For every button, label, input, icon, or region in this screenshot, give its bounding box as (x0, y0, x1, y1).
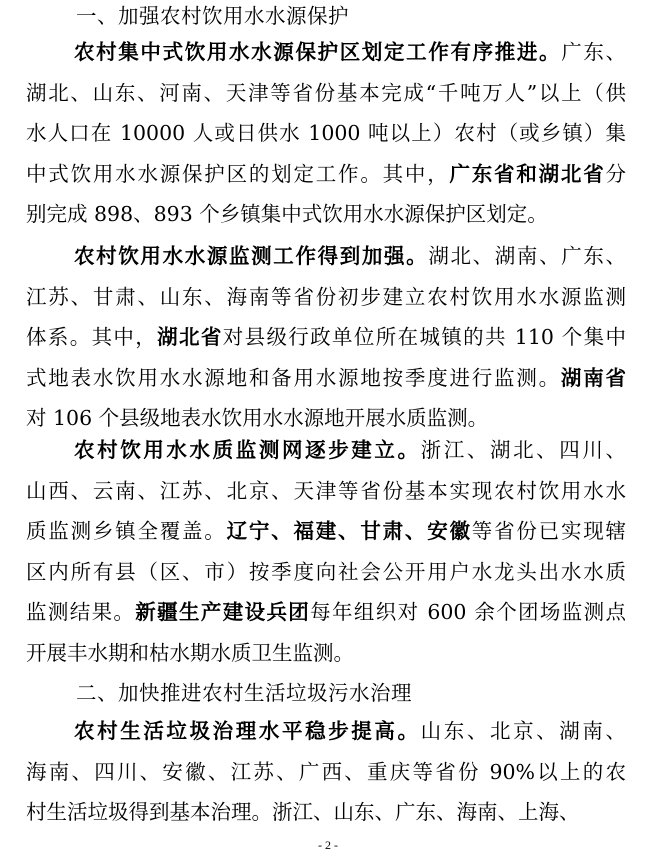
body-text: 对 106 个县级地表水饮用水水源地开展水质监测。 (26, 406, 489, 430)
paragraph-source-monitoring (26, 236, 626, 439)
text-line (26, 471, 626, 512)
text-line (26, 752, 626, 793)
text-line (26, 633, 626, 674)
body-text: 山西、云南、江苏、北京、天津等省份基本实现农村饮用水水 (26, 478, 626, 503)
paragraph-garbage-treatment (26, 711, 626, 833)
body-text: 山东、北京、湖南、 (420, 719, 626, 743)
text-line (26, 711, 626, 752)
body-text: 水人口在 10000 人或日供水 1000 吨以上）农村（或乡镇）集 (26, 121, 626, 145)
body-text: 监测结果。 (26, 600, 136, 624)
bold-text: 辽宁、福建、甘肃、安徽 (226, 519, 472, 543)
text-line (26, 32, 626, 73)
text-line (26, 552, 626, 593)
body-text: 质监测乡镇全覆盖。 (26, 519, 227, 543)
body-text: 区内所有县（区、市）按季度向社会公开用户水龙头出水水质 (26, 559, 626, 584)
bold-text: 农村饮用水水质监测网逐步建立。 (74, 438, 421, 462)
body-text: 体系。其中， (26, 325, 158, 349)
text-line (26, 236, 626, 277)
bold-text: 农村生活垃圾治理水平稳步提高。 (74, 719, 421, 743)
body-text: 每年组织对 600 余个团场监测点 (310, 600, 626, 624)
bold-text: 农村集中式饮用水水源保护区划定工作有序推进。 (74, 40, 562, 64)
body-text: 广东、 (561, 40, 626, 64)
section-heading-garbage-sewage: 二、加快推进农村生活垃圾污水治理 (76, 681, 412, 705)
paragraph-quality-network (26, 430, 626, 673)
bold-text: 广东省和湖北省 (449, 161, 606, 186)
bold-text: 湖北省 (157, 325, 223, 349)
body-text: 中式饮用水水源保护区的划定工作。其中， (26, 161, 450, 186)
body-text: 湖北、山东、河南、天津等省份基本完成“千吨万人”以上（供 (26, 80, 626, 105)
body-text: 浙江、湖北、四川、 (420, 438, 626, 462)
bold-text: 湖南省 (560, 365, 626, 390)
body-text: 分 (605, 161, 626, 186)
section-heading-water-protection: 一、加强农村饮用水水源保护 (76, 4, 349, 28)
body-text: 海南、四川、安徽、江苏、广西、重庆等省份 90%以上的农 (26, 759, 626, 784)
text-line (26, 430, 626, 471)
body-text: 村生活垃圾得到基本治理。浙江、山东、广东、海南、上海、 (26, 800, 580, 824)
body-text: 开展丰水期和枯水期水质卫生监测。 (26, 640, 354, 665)
page-number: - 2 - (318, 838, 338, 852)
body-text: 式地表水饮用水水源地和备用水源地按季度进行监测。 (26, 365, 561, 390)
text-line (26, 154, 626, 195)
text-line (26, 511, 626, 552)
body-text: 湖北、湖南、广东、 (428, 244, 626, 268)
text-line (26, 113, 626, 154)
text-line (26, 194, 626, 235)
body-text: 对县级行政单位所在城镇的共 110 个集中 (222, 325, 626, 349)
text-line (26, 792, 626, 833)
bold-text: 新疆生产建设兵团 (135, 600, 311, 624)
body-text: 等省份已实现辖 (471, 519, 626, 543)
body-text: 江苏、甘肃、山东、海南等省份初步建立农村饮用水水源监测 (26, 284, 626, 309)
bold-text: 农村饮用水水源监测工作得到加强。 (74, 244, 429, 268)
text-line (26, 317, 626, 358)
paragraph-protection-zones (26, 32, 626, 235)
text-line (26, 358, 626, 399)
text-line (26, 277, 626, 318)
text-line (26, 592, 626, 633)
body-text: 别完成 898、893 个乡镇集中式饮用水水源保护区划定。 (26, 202, 548, 226)
text-line (26, 73, 626, 114)
